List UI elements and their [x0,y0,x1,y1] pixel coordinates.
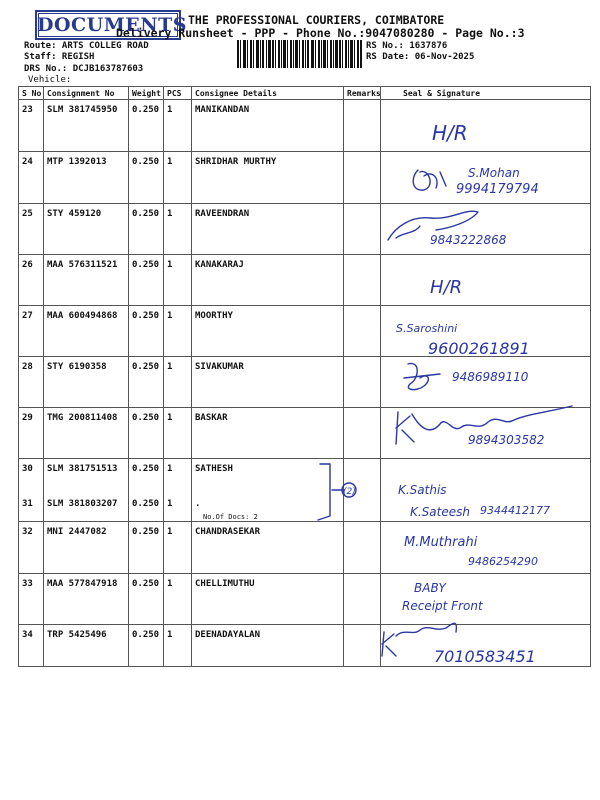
documents-stamp: DOCUMENTS [35,10,181,40]
cell-weight: 0.250 [129,152,164,204]
table-header-row [19,87,591,100]
cell-sno: 32 [19,521,44,573]
cell-pcs: 1 [164,255,192,306]
col-pcs: PCS [164,87,192,100]
cell-sno: 25 [19,204,44,255]
cell-consignment: MNI 2447082 [44,521,129,573]
cell-consignment: MAA 600494868 [44,306,129,357]
sig-phone: 7010583451 [434,647,536,666]
docs-count: No.Of Docs: 2 [203,512,258,521]
sig-name: K.Sathis [398,483,447,497]
cell-sno: 27 [19,306,44,357]
table-row [19,255,591,306]
sheet-title: Delivery Runsheet - PPP - Phone No.:9047080280 - Page No.:3 [116,26,525,40]
cell-consignment: MTP 1392013 [44,152,129,204]
cell-remarks [344,204,381,255]
cell-weight: 0.250 [129,459,164,494]
cell-remarks [344,100,381,152]
cell-pcs: 1 [164,408,192,459]
cell-weight: 0.250 [129,494,164,522]
cell-weight: 0.250 [129,357,164,408]
cell-consignee: RAVEENDRAN [192,204,344,255]
cell-consignee: SHRIDHAR MURTHY [192,152,344,204]
cell-consignment: TMG 200811408 [44,408,129,459]
cell-pcs: 1 [164,624,192,666]
table-row [19,521,591,573]
cell-remarks [344,624,381,666]
cell-weight: 0.250 [129,521,164,573]
table-row [19,624,591,666]
cell-signature [381,408,591,459]
sig-name: S.Mohan [468,166,520,180]
cell-consignment: MAA 577847918 [44,573,129,624]
cell-sno: 34 [19,624,44,666]
cell-consignment: SLM 381751513 [44,459,129,494]
table-row [19,573,591,624]
cell-signature [381,204,591,255]
cell-signature [381,152,591,204]
sig-name: M.Muthrahi [404,535,478,550]
cell-remarks [344,255,381,306]
sig-phone: 9344412177 [480,504,550,517]
cell-consignment: STY 459120 [44,204,129,255]
runsheet-table [18,86,591,667]
col-consignment: Consignment No [44,87,129,100]
cell-consignment: SLM 381745950 [44,100,129,152]
col-signature: Seal & Signature [381,87,591,100]
barcode [237,40,362,68]
cell-signature [381,306,591,357]
sig-phone: 9486254290 [468,555,538,568]
cell-weight: 0.250 [129,306,164,357]
cell-pcs: 1 [164,459,192,494]
sig-phone: 9894303582 [468,433,545,447]
hr-mark: H/R [432,121,468,145]
cell-sno: 33 [19,573,44,624]
cell-weight: 0.250 [129,408,164,459]
cell-consignment: SLM 381803207 [44,494,129,522]
cell-pcs: 1 [164,306,192,357]
cell-sno: 24 [19,152,44,204]
cell-consignee: CHELLIMUTHU [192,573,344,624]
sig-name: S.Saroshini [396,322,458,335]
cell-consignee: KANAKARAJ [192,255,344,306]
staff-label: Staff: REGISH [24,52,95,62]
drs-label: DRS No.: DCJB163787603 [24,64,144,74]
cell-pcs: 1 [164,204,192,255]
cell-consignee: SIVAKUMAR [192,357,344,408]
sig-line-1: BABY [414,581,446,595]
cell-sno: 28 [19,357,44,408]
cell-pcs: 1 [164,573,192,624]
cell-consignment: MAA 576311521 [44,255,129,306]
cell-remarks [344,152,381,204]
bracket-count: (2) [343,487,356,497]
cell-remarks [344,521,381,573]
cell-sno: 31 [19,494,44,522]
rs-date-label: RS Date: 06-Nov-2025 [366,52,475,62]
cell-signature [381,459,591,494]
company-title: THE PROFESSIONAL COURIERS, COIMBATORE [188,13,445,27]
cell-weight: 0.250 [129,100,164,152]
col-sno: S No [19,87,44,100]
cell-remarks [344,408,381,459]
cell-weight: 0.250 [129,204,164,255]
cell-pcs: 1 [164,100,192,152]
cell-sno: 29 [19,408,44,459]
cell-signature [381,624,591,666]
cell-sno: 23 [19,100,44,152]
cell-signature [381,521,591,573]
cell-consignee: SATHESH [192,459,344,494]
table-row [19,152,591,204]
cell-consignment: STY 6190358 [44,357,129,408]
table-row [19,408,591,459]
table-row [19,459,591,494]
cell-weight: 0.250 [129,573,164,624]
hr-mark: H/R [430,277,463,298]
cell-sno: 26 [19,255,44,306]
cell-weight: 0.250 [129,624,164,666]
cell-consignee: CHANDRASEKAR [192,521,344,573]
table-row [19,494,591,522]
cell-sno: 30 [19,459,44,494]
cell-remarks [344,306,381,357]
cell-remarks [344,357,381,408]
cell-consignee: MANIKANDAN [192,100,344,152]
vehicle-label: Vehicle: [28,75,72,85]
cell-pcs: 1 [164,152,192,204]
cell-remarks [344,494,381,522]
sig-phone: 9843222868 [430,233,507,247]
cell-pcs: 1 [164,494,192,522]
sig-phone: 9994179794 [456,182,539,197]
table-row [19,357,591,408]
table-row [19,100,591,152]
cell-consignee: MOORTHY [192,306,344,357]
cell-signature [381,100,591,152]
cell-pcs: 1 [164,521,192,573]
cell-consignee: DEENADAYALAN [192,624,344,666]
table-row [19,306,591,357]
cell-remarks [344,573,381,624]
cell-signature [381,357,591,408]
table-row [19,204,591,255]
cell-remarks [344,459,381,494]
consignee-dot: . [195,498,201,509]
cell-consignee: BASKAR [192,408,344,459]
rs-no-label: RS No.: 1637876 [366,41,448,51]
col-weight: Weight [129,87,164,100]
route-label: Route: ARTS COLLEG ROAD [24,41,149,51]
cell-signature [381,255,591,306]
cell-signature [381,573,591,624]
cell-consignee [192,494,344,522]
sig-line-2: Receipt Front [402,599,483,613]
cell-weight: 0.250 [129,255,164,306]
cell-consignment: TRP 5425496 [44,624,129,666]
col-remarks: Remarks [344,87,381,100]
sig-name-2: K.Sateesh [410,505,470,519]
sig-phone: 9486989110 [452,370,529,384]
cell-pcs: 1 [164,357,192,408]
col-consignee: Consignee Details [192,87,344,100]
cell-signature [381,494,591,522]
sig-phone: 9600261891 [428,339,530,358]
